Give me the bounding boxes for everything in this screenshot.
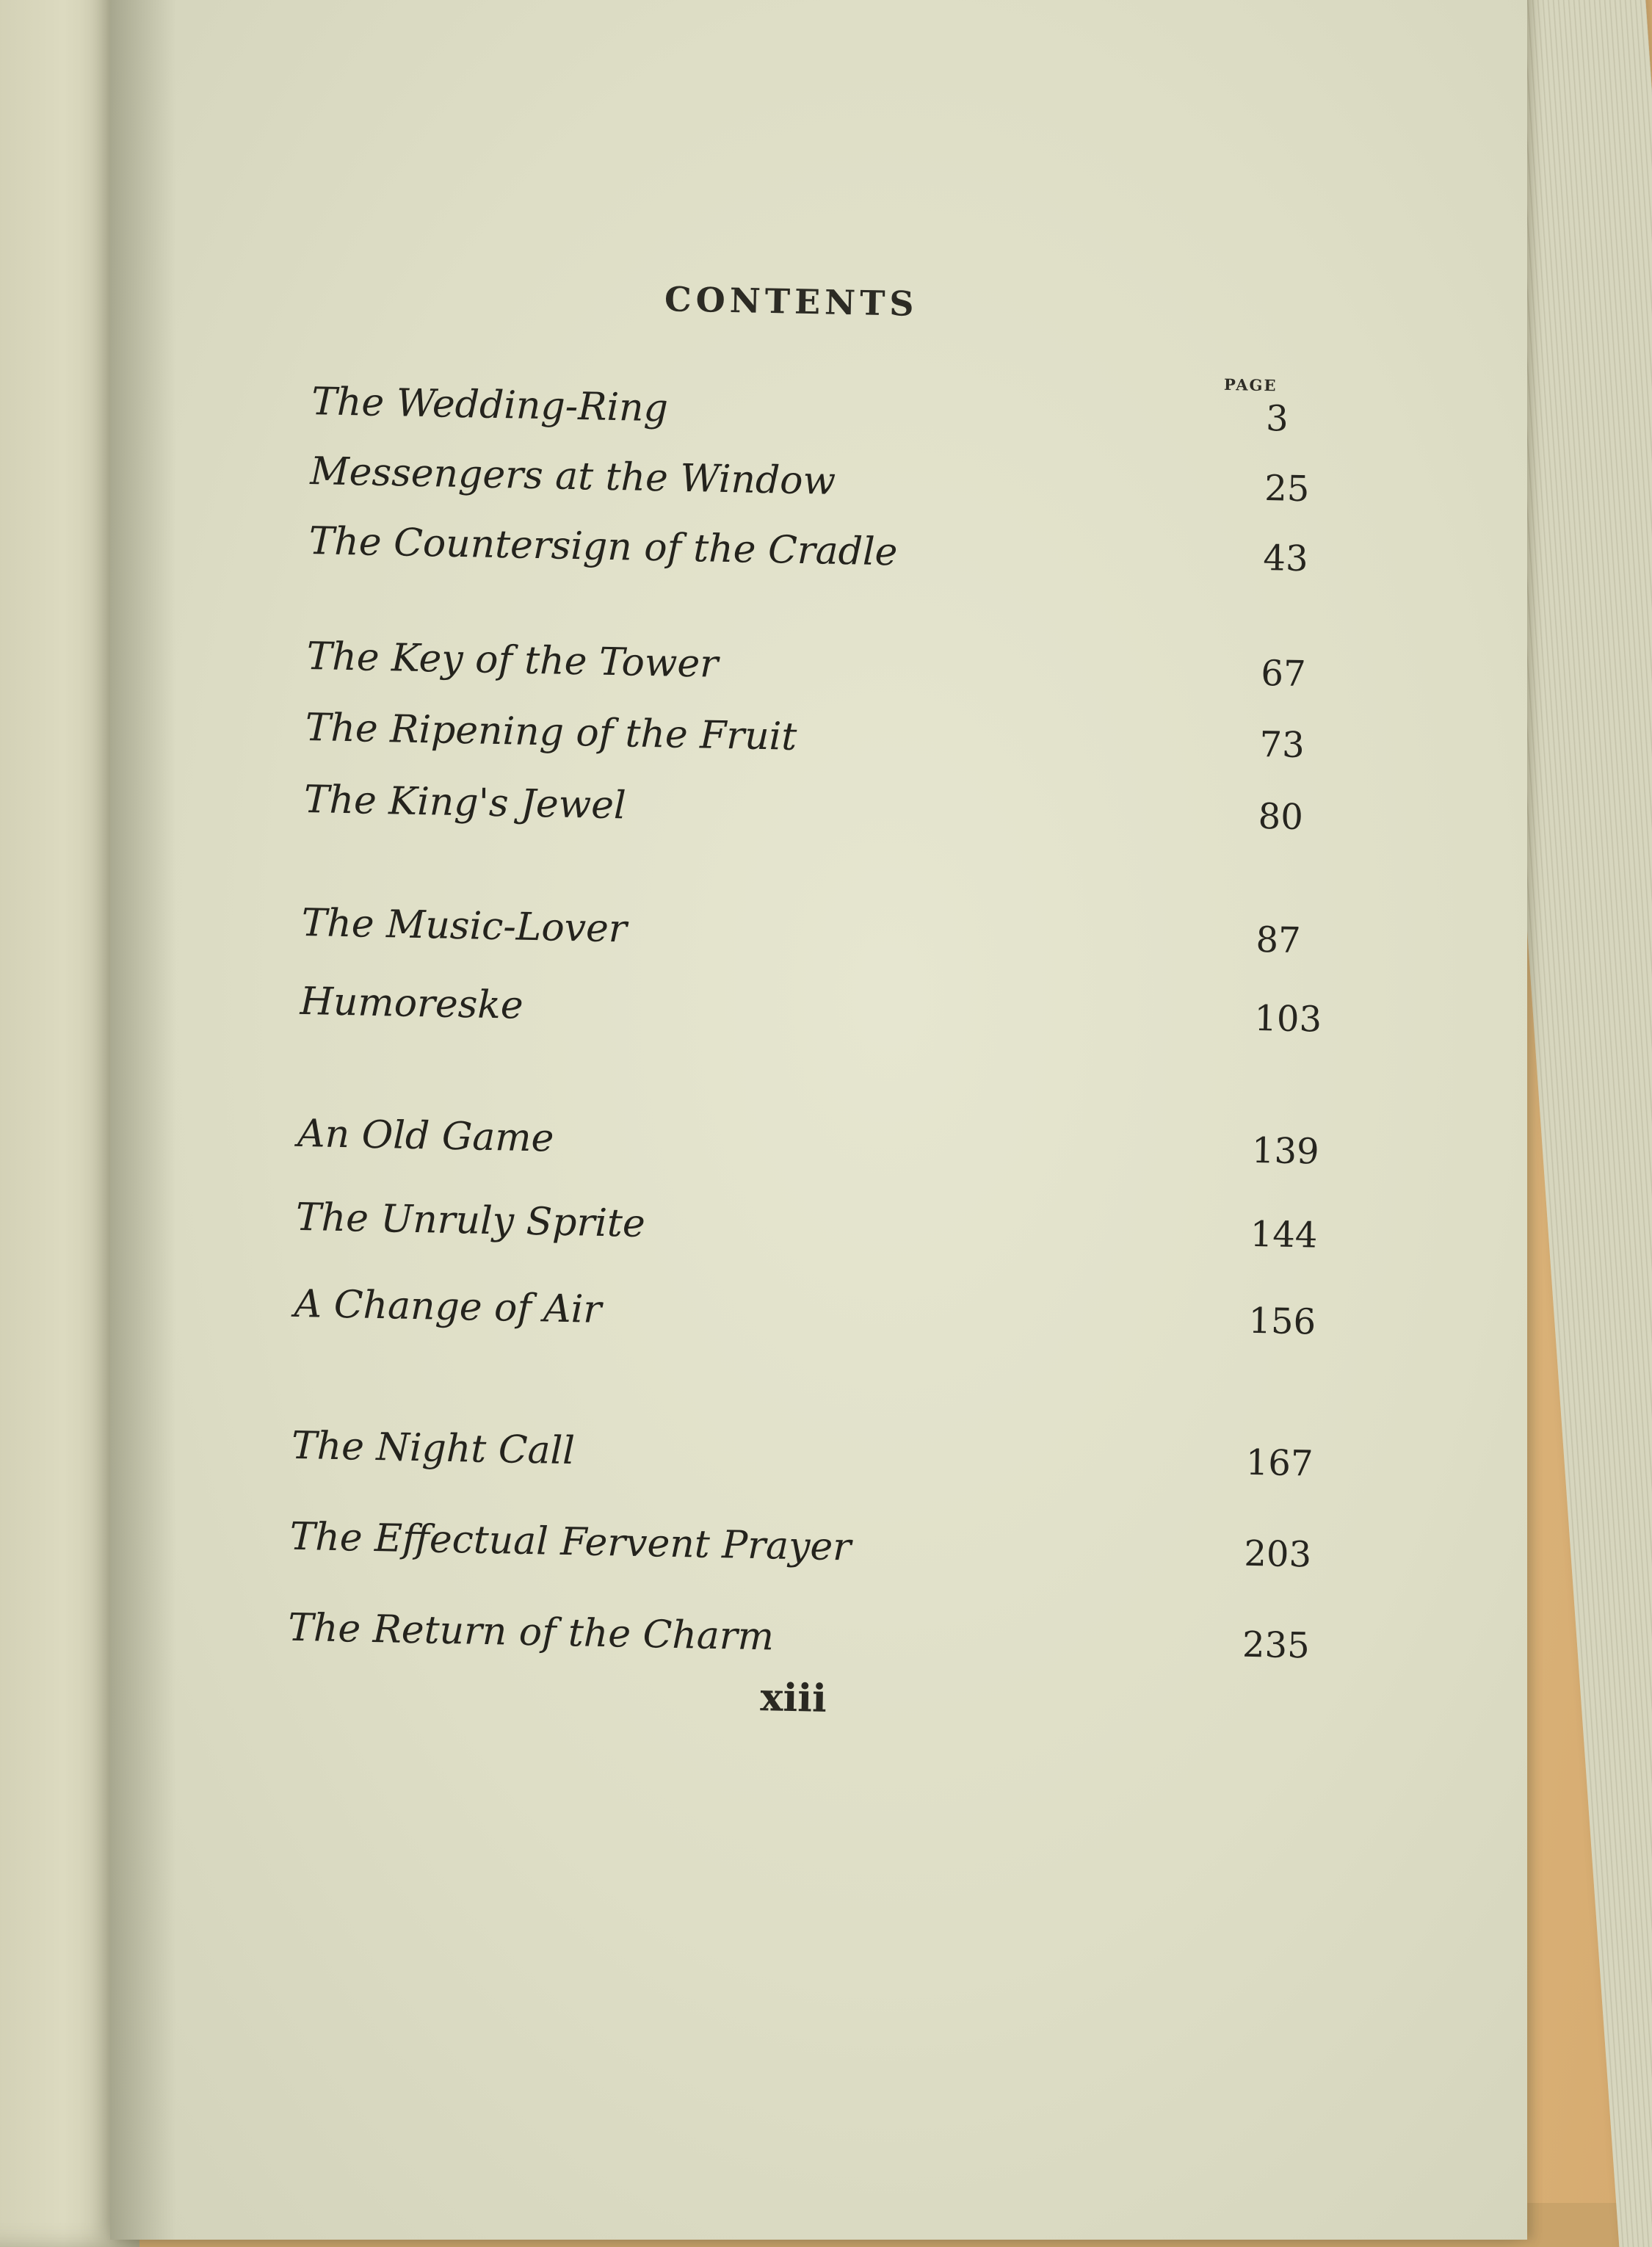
toc-entry-page: 43	[1262, 538, 1309, 580]
toc-entry	[308, 519, 1322, 590]
toc-entry-title: The Countersign of the Cradle	[308, 519, 898, 575]
toc-entry-page: 167	[1245, 1441, 1314, 1485]
toc-entry-page: 203	[1243, 1533, 1312, 1576]
toc-entry-title: The Night Call	[291, 1423, 576, 1474]
toc-entry-title: The Return of the Charm	[287, 1605, 775, 1660]
toc-entry-page: 156	[1247, 1300, 1316, 1343]
toc-entry-page: 3	[1265, 398, 1289, 440]
page-number-folio: xiii	[759, 1675, 827, 1721]
toc-entry	[305, 706, 1319, 776]
toc-entry-page: 103	[1253, 997, 1322, 1041]
toc-entry	[303, 778, 1317, 848]
page-column-label: PAGE	[1223, 374, 1278, 395]
toc-entry-title: The Wedding-Ring	[311, 380, 669, 431]
toc-entry-page: 73	[1259, 723, 1305, 767]
toc-entry	[287, 1605, 1311, 1676]
toc-entry	[294, 1281, 1316, 1353]
toc-entry-page: 235	[1242, 1624, 1311, 1667]
toc-entry-page: 144	[1250, 1213, 1318, 1256]
toc-entry-title: Humoreske	[300, 979, 524, 1028]
toc-entry-title: Messengers at the Window	[309, 449, 836, 504]
toc-entry-page: 25	[1264, 468, 1310, 510]
toc-entry	[291, 1423, 1314, 1494]
toc-entry-title: A Change of Air	[294, 1281, 602, 1332]
toc-entry	[289, 1514, 1312, 1585]
toc-entry-page: 87	[1255, 919, 1302, 962]
toc-entry	[311, 380, 1325, 450]
toc-entry-page: 67	[1260, 652, 1307, 695]
toc-entry	[295, 1195, 1318, 1266]
toc-entry-title: An Old Game	[297, 1111, 554, 1161]
toc-entry	[306, 634, 1320, 705]
toc-entry-title: The Key of the Tower	[306, 634, 719, 687]
toc-entry-page: 139	[1251, 1129, 1320, 1173]
toc-entry-title: The King's Jewel	[303, 777, 627, 828]
toc-entry-title: The Unruly Sprite	[295, 1195, 646, 1247]
contents-heading: CONTENTS	[664, 279, 919, 324]
toc-entry-page: 80	[1258, 795, 1304, 839]
toc-entry	[300, 979, 1322, 1050]
toc-entry-title: The Music-Lover	[301, 900, 628, 952]
toc-entry	[310, 449, 1324, 520]
toc-entry	[301, 901, 1315, 971]
toc-entry	[297, 1111, 1320, 1182]
toc-entry-title: The Ripening of the Fruit	[305, 706, 797, 759]
toc-entry-title: The Effectual Fervent Prayer	[289, 1514, 852, 1570]
